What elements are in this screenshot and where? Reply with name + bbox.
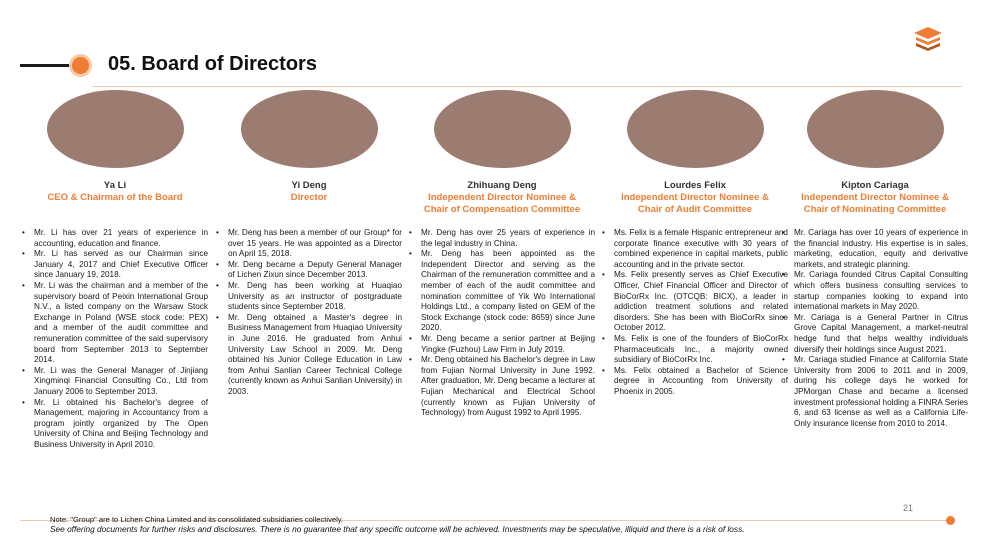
bio-item: • Mr. Deng became a senior partner at Beijing Yingke (Fuzhou) Law Firm in July 2019. xyxy=(409,334,595,355)
director-role: Independent Director Nominee & Chair of Compensation Committee xyxy=(423,192,581,215)
bio-item: • Ms. Felix is one of the founders of BioCorRx Pharmaceuticals Inc., a majority owned subsidiary of BioCorRx Inc. xyxy=(602,334,788,366)
title-decoration-line xyxy=(20,64,80,67)
director-bio-list xyxy=(602,228,788,398)
bio-item: • Mr. Cariaga has over 10 years of experience in the financial industry. His expertise is in sales, marketing, education, equity and derivative markets, and strategic planning. xyxy=(782,228,968,270)
bio-item: • Mr. Deng has over 25 years of experience in the legal industry in China. xyxy=(409,228,595,249)
director-photo xyxy=(434,90,571,168)
bio-item: • Mr. Cariaga is a General Partner in Citrus Grove Capital Management, a market-neutral hedge fund that helps wealthy individuals diversify their holdings since August 2021. xyxy=(782,313,968,355)
director-card-yi-deng xyxy=(216,90,402,398)
bio-item: • Mr. Deng has been working at Huaqiao University as an instructor of postgraduate students since September 2018. xyxy=(216,281,402,313)
director-bio-list xyxy=(782,228,968,429)
director-photo xyxy=(627,90,764,168)
director-photo xyxy=(47,90,184,168)
page-title: 05. Board of Directors xyxy=(108,53,317,75)
director-bio-list xyxy=(409,228,595,419)
footnote: Note: "Group" are to Lichen China Limited and its consolidated subsidiaries collectively. xyxy=(50,515,344,524)
page-number: 21 xyxy=(903,503,914,513)
bio-item: • Ms. Felix is a female Hispanic entrepreneur and corporate finance executive with 30 years of combined experience in capital markets, public accounting and in the private sector. xyxy=(602,228,788,270)
title-decoration-dot xyxy=(72,57,89,74)
director-card-kipton-cariaga xyxy=(782,90,968,429)
director-card-ya-li xyxy=(22,90,208,450)
director-name: Lourdes Felix xyxy=(664,180,726,191)
bio-item: • Mr. Cariaga studied Finance at California State University from 2006 to 2011 and in 2009, during his college days he worked for JPMorgan Chase and became a licensed investment professional holding a FINRA Series 6, and 63 license as well as a California Life-Only insurance license from 2010 to 2014. xyxy=(782,355,968,429)
bio-item: • Mr. Deng obtained a Master's degree in Business Management from Huaqiao University in June 2016. He graduated from Anhui University Law School in 2009. Mr. Deng obtained his Junior College Education in Law from Anhui Sanlian Career Technical College (currently known as Anhui Sanlian University) in 2003. xyxy=(216,313,402,398)
director-bio-list xyxy=(22,228,208,450)
director-name: Zhihuang Deng xyxy=(467,180,537,191)
bio-item: • Mr. Deng obtained his Bachelor's degree in Law from Fujian Normal University in June 1992. After graduation, Mr. Deng became a lecturer at Fujian Mechanical and Electrical School (currently known as Fujian University of Technology) from August 1992 to April 1995. xyxy=(409,355,595,419)
director-photo xyxy=(807,90,944,168)
director-card-zhihuang-deng xyxy=(409,90,595,419)
bio-item: • Ms. Felix presently serves as Chief Executive Officer, Chief Financial Officer and Director of BioCorRx Inc. (OTCQB: BICX), a leader in addiction treatment solutions and related disorders. She has been with BioCorRx since October 2012. xyxy=(602,270,788,334)
bio-item: • Mr. Li has over 21 years of experience in accounting, education and finance. xyxy=(22,228,208,249)
director-name: Ya Li xyxy=(103,180,127,191)
director-photo xyxy=(241,90,378,168)
bio-item: • Mr. Li was the chairman and a member of the supervisory board of Peixin International Group N.V., a listed company on the Warsaw Stock Exchange in Poland (WSE stock code: PEX) and a member of the audit committee and remuneration committee of the said supervisory board from September 2013 to September 2014. xyxy=(22,281,208,366)
company-logo-icon xyxy=(913,26,943,54)
director-role: CEO & Chairman of the Board xyxy=(47,192,183,203)
director-bio-list xyxy=(216,228,402,398)
bio-item: • Mr. Li has served as our Chairman since January 4, 2017 and Chief Executive Officer since January 19, 2018. xyxy=(22,249,208,281)
bio-item: • Mr. Cariaga founded Citrus Capital Consulting which offers business consulting services to startup companies looking to expand into international markets in May 2020. xyxy=(782,270,968,312)
bio-item: • Mr. Deng has been appointed as the Independent Director and serving as the Chairman of the remuneration committee and a member of each of the audit committee and nomination committee of Yik Wo International Holdings Ltd., a company listed on GEM of the Stock Exchange (stock code: 8659) since June 2020. xyxy=(409,249,595,334)
director-name: Yi Deng xyxy=(291,180,327,191)
disclaimer: See offering documents for further risks and disclosures. There is no guarantee that any specific outcome will be achieved. Investments may be speculative, illiquid and there is a risk of loss. xyxy=(50,524,745,534)
title-divider xyxy=(92,86,962,87)
bio-item: • Ms. Felix obtained a Bachelor of Science degree in Accounting from University of Phoenix in 2005. xyxy=(602,366,788,398)
director-card-lourdes-felix xyxy=(602,90,788,398)
bio-item: • Mr. Li was the General Manager of Jinjiang Xingminqi Financial Consulting Co., Ltd from January 2006 to September 2013. xyxy=(22,366,208,398)
director-role: Independent Director Nominee & Chair of Audit Committee xyxy=(621,192,769,215)
director-name: Kipton Cariaga xyxy=(841,180,909,191)
bio-item: • Mr. Deng has been a member of our Group* for over 15 years. He was appointed as a Director on April 15, 2018. xyxy=(216,228,402,260)
director-role: Independent Director Nominee & Chair of Nominating Committee xyxy=(801,192,949,215)
bio-item: • Mr. Li obtained his Bachelor's degree of Management, majoring in Accountancy from a program jointly organized by The Open University of China and Beijing Technology and Business University in April 2010. xyxy=(22,398,208,451)
bio-item: • Mr. Deng became a Deputy General Manager of Lichen Zixun since December 2013. xyxy=(216,260,402,281)
footer-decoration-dot xyxy=(946,516,955,525)
director-role: Director xyxy=(290,192,328,203)
